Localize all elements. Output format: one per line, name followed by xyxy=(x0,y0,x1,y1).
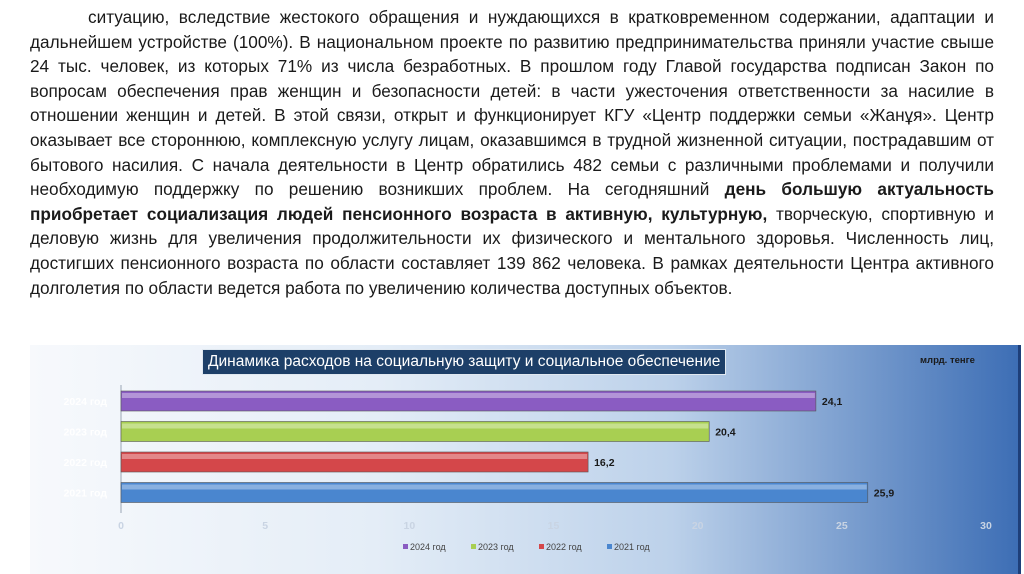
legend-swatch xyxy=(403,544,408,549)
x-tick-label: 30 xyxy=(980,520,992,532)
bar-highlight xyxy=(122,454,587,459)
bar-highlight xyxy=(122,393,815,398)
paragraph xyxy=(30,5,994,300)
x-tick-label: 5 xyxy=(262,520,269,532)
chart-unit-label: млрд. тенге xyxy=(920,355,975,366)
legend-entry: 2024 год xyxy=(410,542,446,552)
value-label: 24,1 xyxy=(821,396,843,408)
legend-swatch xyxy=(471,544,476,549)
x-tick-label: 25 xyxy=(835,520,848,532)
value-label: 16,2 xyxy=(594,457,615,469)
paragraph-text-2: творческую, спортивную и деловую жизнь для увеличения продолжительности их физического и ментального здоровья. Численность лиц, достигших пенсионного возраста по области составляет 139 862 человека. В рамках деятельности Центра активного долголетия по области ведется работа по увеличению количества доступных объектов. xyxy=(30,203,994,298)
x-tick-label: 10 xyxy=(403,520,416,532)
category-label: 2023 год xyxy=(63,426,107,439)
chart-title: Динамика расходов на социальную защиту и социальное обеспечение xyxy=(202,349,726,375)
value-label: 20,4 xyxy=(715,426,736,439)
bar-highlight xyxy=(122,424,708,429)
category-label: 2024 год xyxy=(63,396,107,408)
bar-chart xyxy=(30,345,1021,574)
value-label: 25,9 xyxy=(873,487,895,500)
legend-entry: 2023 год xyxy=(478,542,514,552)
chart-canvas xyxy=(30,345,1018,574)
x-tick-label: 15 xyxy=(547,520,560,532)
paragraph-bold-text: день большую актуальность приобретает социализация людей пенсионного возраста в активную, культурную, xyxy=(30,179,994,224)
x-tick-label: 20 xyxy=(691,520,704,532)
x-tick-label: 0 xyxy=(118,520,124,532)
bar-highlight xyxy=(122,485,867,490)
legend-entry: 2022 год xyxy=(546,542,582,552)
legend-entry: 2021 год xyxy=(614,542,650,552)
category-label: 2022 год xyxy=(63,457,107,469)
legend-swatch xyxy=(607,544,612,549)
category-label: 2021 год xyxy=(63,487,107,500)
legend-swatch xyxy=(539,544,544,549)
body-text xyxy=(30,5,994,300)
paragraph-text-1: ситуацию, вследствие жестокого обращения и нуждающихся в кратковременном содержании, адаптации и дальнейшем устройстве (100%). В национальном проекте по развитию предпринимательства приняли участие свыше 24 тыс. человек, из которых 71% из числа безработных. В прошлом году Главой государства подписан Закон по вопросам обеспечения прав женщин и безопасности детей: в части ужесточения ответственности за насилие в отношении женщин и детей. В этой связи, открыт и функционирует КГУ «Центр поддержки семьи «Жанұя». Центр оказывает все стороннюю, комплексную услугу лицам, оказавшимся в трудной жизненной ситуации, пострадавшим от бытового насилия. С начала деятельности в Центр обратились 482 семьи с различными проблемами и получили необходимую поддержку по решению возникших проблем. На сегодняшний xyxy=(30,7,994,200)
